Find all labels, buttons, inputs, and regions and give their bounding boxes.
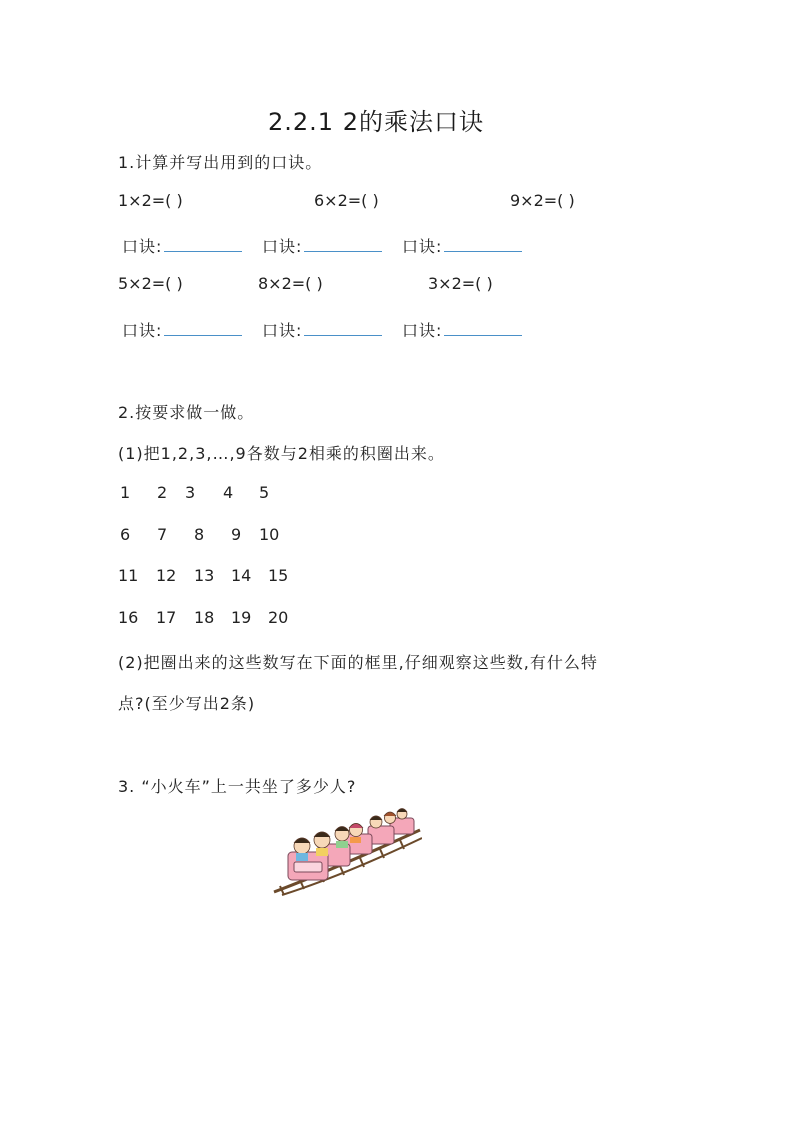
q1-expr-1: 1×2=( ) — [118, 191, 183, 210]
page-title: 2.2.1 2的乘法口诀 — [268, 108, 484, 136]
koujue-label: 口诀: — [262, 321, 303, 340]
koujue-label: 口诀: — [122, 321, 163, 340]
q1-heading: 1.计算并写出用到的口诀。 — [118, 153, 323, 172]
grid-number[interactable]: 10 — [259, 525, 280, 544]
train-illustration — [272, 800, 422, 896]
q1-expr-6: 3×2=( ) — [428, 274, 493, 293]
q2-part1: (1)把1,2,3,…,9各数与2相乘的积圈出来。 — [118, 444, 445, 463]
q1-expr-5: 8×2=( ) — [258, 274, 323, 293]
grid-number[interactable]: 11 — [118, 566, 139, 585]
koujue-field-2[interactable] — [262, 234, 382, 257]
grid-number[interactable]: 6 — [120, 525, 131, 544]
grid-number[interactable]: 19 — [231, 608, 252, 627]
grid-number[interactable]: 1 — [120, 483, 131, 502]
answer-blank[interactable] — [304, 235, 382, 252]
grid-number[interactable]: 4 — [223, 483, 234, 502]
grid-number[interactable]: 8 — [194, 525, 205, 544]
answer-blank[interactable] — [304, 319, 382, 336]
koujue-label: 口诀: — [262, 237, 303, 256]
q1-expr-2: 6×2=( ) — [314, 191, 379, 210]
q2-heading: 2.按要求做一做。 — [118, 403, 255, 422]
answer-blank[interactable] — [444, 319, 522, 336]
koujue-field-5[interactable] — [262, 318, 382, 341]
grid-number[interactable]: 15 — [268, 566, 289, 585]
grid-number[interactable]: 13 — [194, 566, 215, 585]
q1-expr-3: 9×2=( ) — [510, 191, 575, 210]
koujue-label: 口诀: — [402, 321, 443, 340]
grid-number[interactable]: 2 — [157, 483, 168, 502]
koujue-field-1[interactable] — [122, 234, 242, 257]
grid-number[interactable]: 3 — [185, 483, 196, 502]
koujue-label: 口诀: — [122, 237, 163, 256]
q2-part2-line2: 点?(至少写出2条) — [118, 694, 256, 713]
koujue-field-3[interactable] — [402, 234, 522, 257]
koujue-field-4[interactable] — [122, 318, 242, 341]
answer-blank[interactable] — [164, 319, 242, 336]
grid-number[interactable]: 5 — [259, 483, 270, 502]
grid-number[interactable]: 9 — [231, 525, 242, 544]
q1-expr-4: 5×2=( ) — [118, 274, 183, 293]
koujue-label: 口诀: — [402, 237, 443, 256]
grid-number[interactable]: 20 — [268, 608, 289, 627]
grid-number[interactable]: 16 — [118, 608, 139, 627]
q3-heading: 3. “小火车”上一共坐了多少人? — [118, 777, 357, 796]
grid-number[interactable]: 12 — [156, 566, 177, 585]
grid-number[interactable]: 17 — [156, 608, 177, 627]
koujue-field-6[interactable] — [402, 318, 522, 341]
q2-part2-line1: (2)把圈出来的这些数写在下面的框里,仔细观察这些数,有什么特 — [118, 653, 598, 672]
grid-number[interactable]: 18 — [194, 608, 215, 627]
grid-number[interactable]: 7 — [157, 525, 168, 544]
grid-number[interactable]: 14 — [231, 566, 252, 585]
answer-blank[interactable] — [444, 235, 522, 252]
answer-blank[interactable] — [164, 235, 242, 252]
